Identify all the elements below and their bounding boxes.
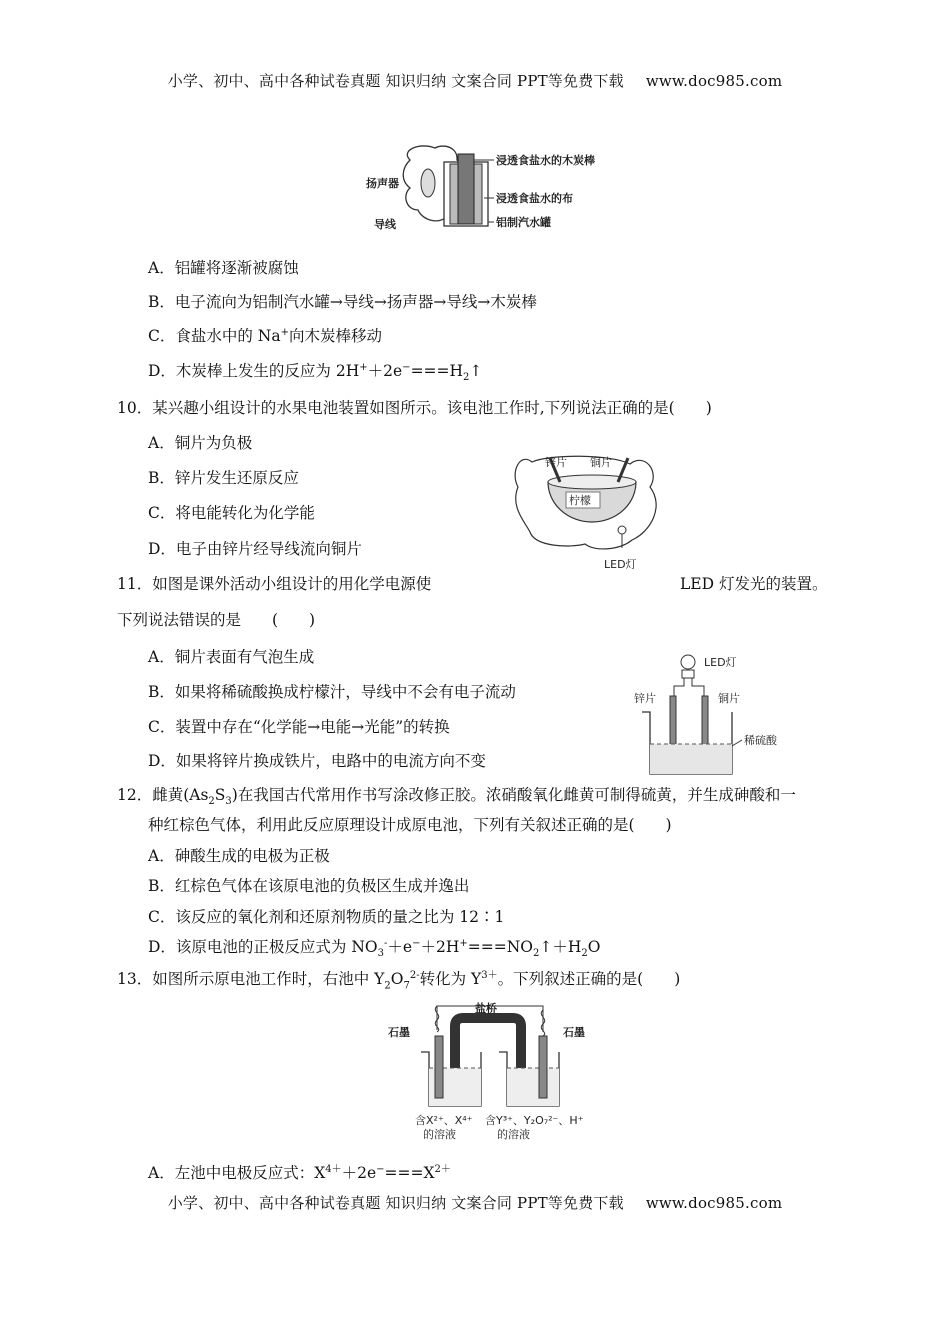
label-left-solution-1: 含X²⁺、X⁴⁺ (415, 1114, 473, 1127)
q12-option-a: A．砷酸生成的电极为正极 (148, 847, 330, 865)
label-acid: 稀硫酸 (744, 734, 777, 747)
acid-solution (650, 744, 732, 774)
label-right-solution-2: 的溶液 (497, 1128, 530, 1141)
q11-option-a: A．铜片表面有气泡生成 (148, 648, 315, 666)
figure-lemon-battery (510, 452, 670, 572)
label-graphite-left: 石墨 (388, 1026, 410, 1039)
label-wire: 导线 (374, 218, 396, 231)
q11-option-b: B．如果将稀硫酸换成柠檬汁，导线中不会有电子流动 (148, 683, 516, 701)
figure-led-acid-cell (632, 648, 792, 778)
label-can: 铝制汽水罐 (496, 216, 551, 229)
page-header (0, 70, 950, 91)
label-copper: 铜片 (590, 456, 612, 469)
q12-stem-line1: 12．雌黄$(As_2S_3)$在我国古代常用作书写涂改修正胶。浓硝酸氧化雌黄可制得硫黄，并生成砷酸和一 (117, 786, 796, 808)
header-site: www.doc985.com (645, 72, 783, 90)
label-speaker: 扬声器 (366, 177, 399, 190)
q13-option-a: A．左池中电极反应式：$X^{4+}+2e^-===X^{2+}$ (148, 1164, 451, 1183)
label-cloth: 浸透食盐水的布 (496, 192, 573, 205)
q12-option-c: C．该反应的氧化剂和还原剂物质的量之比为 12∶1 (148, 908, 505, 926)
left-graphite-electrode (435, 1036, 443, 1098)
led-bulb (618, 526, 626, 534)
label-led: LED灯 (604, 558, 637, 571)
q11-option-c: C．装置中存在“化学能→电能→光能”的转换 (148, 718, 450, 736)
label-zinc: 锌片 (634, 692, 656, 705)
carbon-rod (458, 154, 474, 224)
q11-option-d: D．如果将锌片换成铁片，电路中的电流方向不变 (148, 752, 486, 770)
label-graphite-right: 石墨 (563, 1026, 585, 1039)
footer-text: 小学、初中、高中各种试卷真题 知识归纳 文案合同 PPT等免费下载 (167, 1194, 624, 1212)
label-led: LED灯 (704, 656, 737, 669)
header-text: 小学、初中、高中各种试卷真题 知识归纳 文案合同 PPT等免费下载 (167, 72, 624, 90)
right-solution (507, 1068, 559, 1106)
q9-option-b: B．电子流向为铝制汽水罐→导线→扬声器→导线→木炭棒 (148, 293, 537, 311)
label-copper: 铜片 (718, 692, 740, 705)
q11-stem-line2: 下列说法错误的是 ( ) (117, 611, 316, 629)
q12-option-d: D．该原电池的正极反应式为 $NO_3^-+e^-+2H^+===NO_2↑+H_2O$ (148, 937, 601, 960)
label-lemon: 柠檬 (569, 494, 591, 507)
q11-stem-line1-end: LED 灯发光的装置。 (680, 575, 828, 593)
q9-option-d: D．木炭棒上发生的反应为 $2H^++2e^-===H_2↑$ (148, 361, 483, 384)
q10-option-a: A．铜片为负极 (148, 434, 253, 452)
speaker-shape (421, 169, 435, 197)
label-carbon-rod: 浸透食盐水的木炭棒 (496, 154, 595, 167)
footer-site: www.doc985.com (645, 1194, 783, 1212)
figure-salt-bridge-cell (385, 996, 615, 1146)
q12-stem-line2: 种红棕色气体，利用此反应原理设计成原电池，下列有关叙述正确的是( ) (148, 816, 672, 834)
q10-option-d: D．电子由锌片经导线流向铜片 (148, 540, 362, 558)
q12-option-b: B．红棕色气体在该原电池的负极区生成并逸出 (148, 877, 470, 895)
label-right-solution-1: 含Y³⁺、Y₂O₇²⁻、H⁺ (485, 1114, 584, 1127)
q10-stem: 10．某兴趣小组设计的水果电池装置如图所示。该电池工作时,下列说法正确的是( ) (117, 399, 712, 417)
led-bulb (681, 655, 695, 669)
q13-stem: 13．如图所示原电池工作时，右池中 $Y_2O_7^{2-}$转化为 $Y^{3+}$。下列叙述正确的是( ) (117, 970, 681, 992)
right-graphite-electrode (539, 1036, 547, 1098)
q11-stem-line1: 11．如图是课外活动小组设计的用化学电源使 (117, 575, 432, 593)
figure-soda-can-battery (360, 140, 660, 240)
label-zinc: 锌片 (545, 456, 567, 469)
q10-option-c: C．将电能转化为化学能 (148, 504, 315, 522)
label-left-solution-2: 的溶液 (423, 1128, 456, 1141)
q9-option-c: C．食盐水中的 Na+向木炭棒移动 (148, 326, 382, 345)
q10-option-b: B．锌片发生还原反应 (148, 469, 299, 487)
q9-option-a: A．铝罐将逐渐被腐蚀 (148, 259, 299, 277)
label-salt-bridge: 盐桥 (475, 1002, 497, 1015)
page-footer (0, 1192, 950, 1213)
